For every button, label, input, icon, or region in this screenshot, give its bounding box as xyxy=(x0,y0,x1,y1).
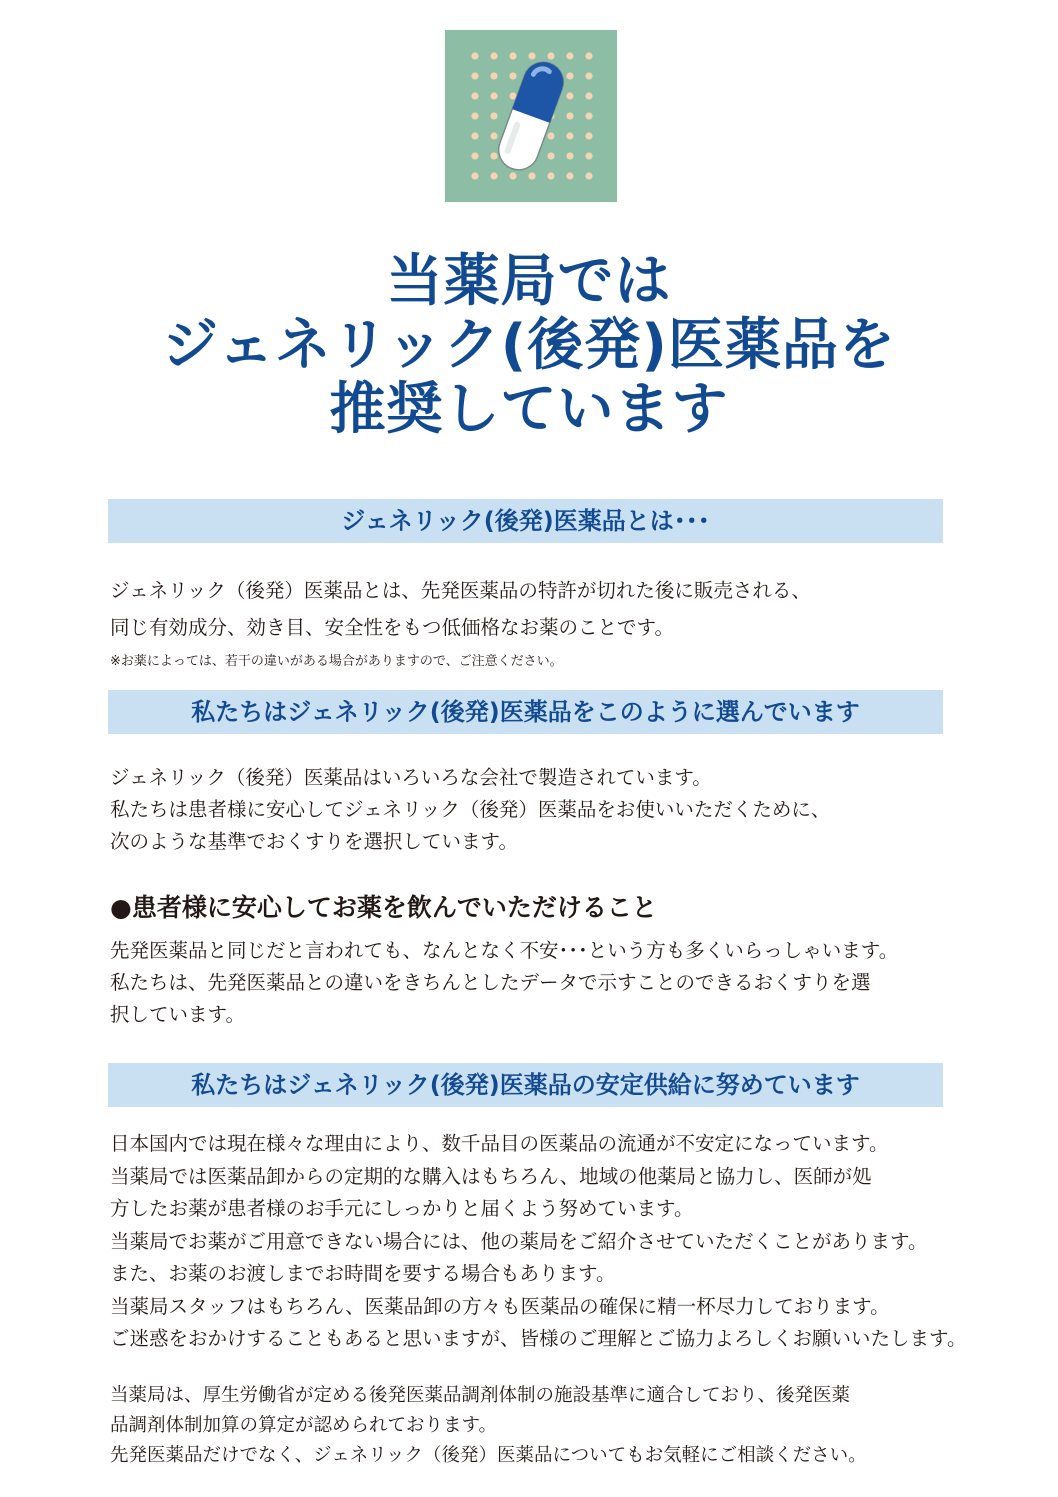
body-line: ご迷惑をおかけすることもあると思いますが、皆様のご理解とご協力よろしくお願いいたします。 xyxy=(110,1327,967,1350)
body-line: 択しています。 xyxy=(110,1003,245,1026)
pattern-dot xyxy=(471,52,478,59)
pattern-dot xyxy=(490,92,497,99)
body-line: 日本国内では現在様々な理由により、数千品目の医薬品の流通が不安定になっています。 xyxy=(110,1132,889,1155)
pattern-dot xyxy=(566,132,573,139)
pattern-dot xyxy=(528,172,535,179)
pattern-dot xyxy=(566,152,573,159)
footer-line: 先発医薬品だけでなく、ジェネリック（後発）医薬品についてもお気軽にご相談ください。 xyxy=(110,1445,867,1466)
title-line-2: ジェネリック(後発)医薬品を xyxy=(162,313,896,378)
pattern-dot xyxy=(585,172,592,179)
pattern-dot xyxy=(490,112,497,119)
body-line: ジェネリック（後発）医薬品はいろいろな会社で製造されています。 xyxy=(110,766,712,789)
caution-note: ※お薬によっては、若干の違いがある場合がありますので、ご注意ください。 xyxy=(110,654,563,669)
pattern-dot xyxy=(566,52,573,59)
body-line: ジェネリック（後発）医薬品とは、先発医薬品の特許が切れた後に販売される、 xyxy=(110,579,811,602)
pattern-dot xyxy=(566,172,573,179)
pattern-dot xyxy=(585,72,592,79)
pattern-dot xyxy=(490,132,497,139)
pattern-dot xyxy=(585,112,592,119)
footer-line: 当薬局は、厚生労働省が定める後発医薬品調剤体制の施設基準に適合しており、後発医薬 xyxy=(110,1385,851,1406)
pattern-dot xyxy=(490,72,497,79)
body-line: 方したお薬が患者様のお手元にしっかりと届くよう努めています。 xyxy=(110,1197,694,1220)
section-heading-stable-supply: 私たちはジェネリック(後発)医薬品の安定供給に努めています xyxy=(108,1063,943,1107)
pattern-dot xyxy=(509,52,516,59)
pattern-dot xyxy=(566,112,573,119)
body-line: また、お薬のお渡しまでお時間を要する場合もあります。 xyxy=(110,1262,616,1285)
pattern-dot xyxy=(547,132,554,139)
section-body-generic-definition xyxy=(110,572,950,646)
footer-text xyxy=(110,1381,950,1471)
pattern-dot xyxy=(566,92,573,99)
pattern-dot xyxy=(585,132,592,139)
title-line-1: 当薬局では xyxy=(386,249,672,314)
capsule-icon xyxy=(445,30,617,202)
pattern-dot xyxy=(509,72,516,79)
pattern-dot xyxy=(547,172,554,179)
pattern-dot xyxy=(528,52,535,59)
title-line-3: 推奨しています xyxy=(329,377,729,442)
pattern-dot xyxy=(471,152,478,159)
pattern-dot xyxy=(585,152,592,159)
body-line: 当薬局では医薬品卸からの定期的な購入はもちろん、地域の他薬局と協力し、医師が処 xyxy=(110,1164,872,1188)
body-line: 私たちは、先発医薬品との違いをきちんとしたデータで示すことのできるおくすりを選 xyxy=(110,971,871,994)
pattern-dot xyxy=(509,172,516,179)
pattern-dot xyxy=(547,52,554,59)
pattern-dot xyxy=(585,92,592,99)
pattern-dot xyxy=(471,132,478,139)
section-heading-generic-definition: ジェネリック(後発)医薬品とは･･･ xyxy=(108,499,943,543)
page-title xyxy=(40,250,1018,442)
body-line: 同じ有効成分、効き目、安全性をもつ低価格なお薬のことです。 xyxy=(110,616,674,639)
pattern-dot xyxy=(471,92,478,99)
body-line: 当薬局スタッフはもちろん、医薬品卸の方々も医薬品の確保に精一杯尽力しております。 xyxy=(110,1294,890,1318)
logo xyxy=(445,30,617,202)
pattern-dot xyxy=(585,52,592,59)
section-body-stable-supply xyxy=(110,1128,967,1356)
pattern-dot xyxy=(471,112,478,119)
criteria-subheading: ●患者様に安心してお薬を飲んでいただけること xyxy=(110,893,657,922)
footer-line: 品調剤体制加算の算定が認められております。 xyxy=(110,1415,498,1436)
pattern-dot xyxy=(490,52,497,59)
section-body-selection xyxy=(110,762,950,858)
criteria-body xyxy=(110,935,950,1031)
body-line: 当薬局でお薬がご用意できない場合には、他の薬局をご紹介させていただくことがあります。 xyxy=(110,1229,928,1253)
pattern-dot xyxy=(471,172,478,179)
pattern-dot xyxy=(490,152,497,159)
body-line: 私たちは患者様に安心してジェネリック（後発）医薬品をお使いいただくために、 xyxy=(110,798,831,821)
body-line: 先発医薬品と同じだと言われても、なんとなく不安･･･という方も多くいらっしゃいます。 xyxy=(110,939,899,962)
pattern-dot xyxy=(547,152,554,159)
pattern-dot xyxy=(471,72,478,79)
pattern-dot xyxy=(566,72,573,79)
body-line: 次のような基準でおくすりを選択しています。 xyxy=(110,830,518,853)
pattern-dot xyxy=(490,172,497,179)
section-heading-selection: 私たちはジェネリック(後発)医薬品をこのように選んでいます xyxy=(108,690,943,734)
